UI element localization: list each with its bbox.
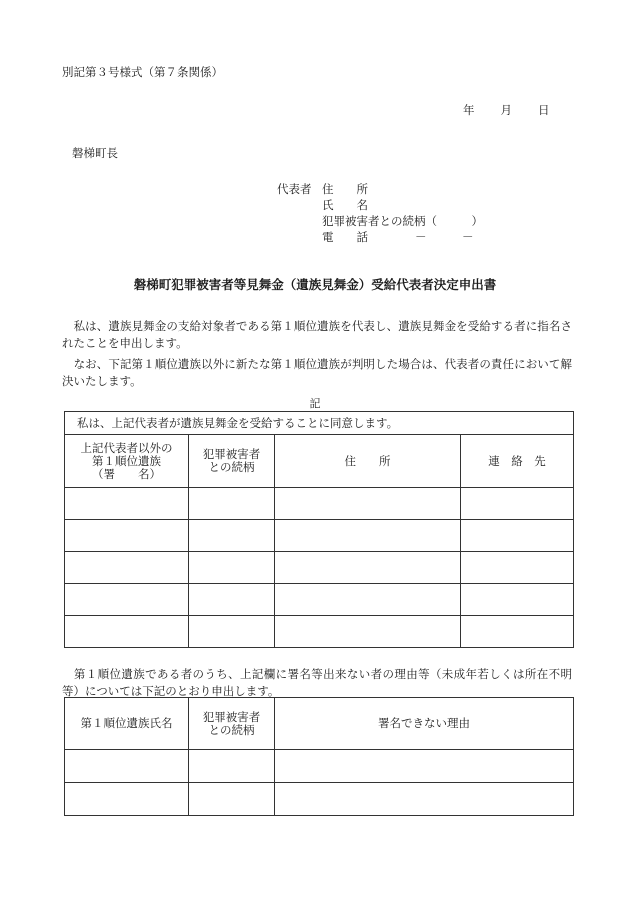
heir-name-cell[interactable] bbox=[65, 750, 189, 783]
table-row bbox=[65, 783, 574, 816]
consent-table bbox=[64, 411, 574, 648]
address-cell[interactable] bbox=[275, 488, 461, 520]
paragraph-2: なお、下記第１順位遺族以外に新たな第１順位遺族が判明した場合は、代表者の責任において解決いたします。 bbox=[62, 357, 572, 388]
paragraph-1: 私は、遺族見舞金の支給対象者である第１順位遺族を代表し、遺族見舞金を受給する者に指名されたことを申出します。 bbox=[62, 319, 572, 350]
unable-to-sign-table bbox=[64, 697, 574, 816]
header-relation-2 bbox=[189, 698, 275, 750]
reason-cell[interactable] bbox=[275, 783, 574, 816]
header-relation-2-line2: との続柄 bbox=[208, 722, 255, 737]
table-row bbox=[65, 584, 574, 616]
relation-cell[interactable] bbox=[189, 488, 275, 520]
address-cell[interactable] bbox=[275, 616, 461, 648]
relation-label: 犯罪被害者との続柄（ ） bbox=[322, 214, 483, 228]
relation-cell[interactable] bbox=[189, 750, 275, 783]
contact-cell[interactable] bbox=[461, 616, 574, 648]
relation-cell[interactable] bbox=[189, 616, 275, 648]
signature-cell[interactable] bbox=[65, 520, 189, 552]
table-row bbox=[65, 488, 574, 520]
signature-cell[interactable] bbox=[65, 488, 189, 520]
paragraph-3: 第１順位遺族である者のうち、上記欄に署名等出来ない者の理由等（未成年若しくは所在不明等）については下記のとおり申出します。 bbox=[62, 667, 572, 698]
representative-label: 代表者 bbox=[277, 182, 312, 196]
header-other-heirs-line1: 上記代表者以外の bbox=[80, 440, 173, 455]
contact-cell[interactable] bbox=[461, 488, 574, 520]
header-address: 住 所 bbox=[275, 435, 461, 488]
address-cell[interactable] bbox=[275, 552, 461, 584]
contact-cell[interactable] bbox=[461, 584, 574, 616]
header-relation-2-line1: 犯罪被害者 bbox=[202, 709, 261, 724]
header-relation bbox=[189, 435, 275, 488]
header-other-heirs-line3: （署 名） bbox=[92, 466, 161, 481]
heir-name-cell[interactable] bbox=[65, 783, 189, 816]
agreement-statement: 私は、上記代表者が遺族見舞金を受給することに同意します。 bbox=[65, 412, 574, 435]
relation-cell[interactable] bbox=[189, 584, 275, 616]
table-row bbox=[65, 520, 574, 552]
ki-label: 記 bbox=[309, 397, 321, 410]
address-cell[interactable] bbox=[275, 584, 461, 616]
phone-separator-1: － bbox=[415, 230, 427, 244]
header-reason: 署名できない理由 bbox=[275, 698, 574, 750]
reason-cell[interactable] bbox=[275, 750, 574, 783]
address-cell[interactable] bbox=[275, 520, 461, 552]
signature-cell[interactable] bbox=[65, 552, 189, 584]
header-other-heirs-line2: 第１順位遺族 bbox=[92, 453, 161, 468]
table-row bbox=[65, 616, 574, 648]
date-month: 月 bbox=[500, 103, 512, 117]
contact-cell[interactable] bbox=[461, 520, 574, 552]
table-row bbox=[65, 552, 574, 584]
relation-cell[interactable] bbox=[189, 520, 275, 552]
header-relation-line2: との続柄 bbox=[208, 460, 255, 474]
phone-separator-2: － bbox=[462, 230, 474, 244]
header-relation-line1: 犯罪被害者 bbox=[202, 447, 261, 461]
address-label: 住 所 bbox=[322, 182, 368, 196]
date-line bbox=[463, 102, 550, 118]
header-contact: 連 絡 先 bbox=[461, 435, 574, 488]
relation-cell[interactable] bbox=[189, 783, 275, 816]
date-day: 日 bbox=[538, 103, 550, 117]
relation-cell[interactable] bbox=[189, 552, 275, 584]
signature-cell[interactable] bbox=[65, 584, 189, 616]
table-row bbox=[65, 750, 574, 783]
document-title: 磐梯町犯罪被害者等見舞金（遺族見舞金）受給代表者決定申出書 bbox=[133, 277, 497, 292]
name-label: 氏 名 bbox=[322, 198, 368, 212]
date-year: 年 bbox=[463, 103, 475, 117]
header-other-heirs bbox=[65, 435, 189, 488]
addressee: 磐梯町長 bbox=[72, 146, 118, 160]
phone-label: 電 話 bbox=[322, 230, 368, 244]
form-number: 別記第３号様式（第７条関係） bbox=[62, 65, 223, 79]
signature-cell[interactable] bbox=[65, 616, 189, 648]
header-heir-name: 第１順位遺族氏名 bbox=[65, 698, 189, 750]
contact-cell[interactable] bbox=[461, 552, 574, 584]
